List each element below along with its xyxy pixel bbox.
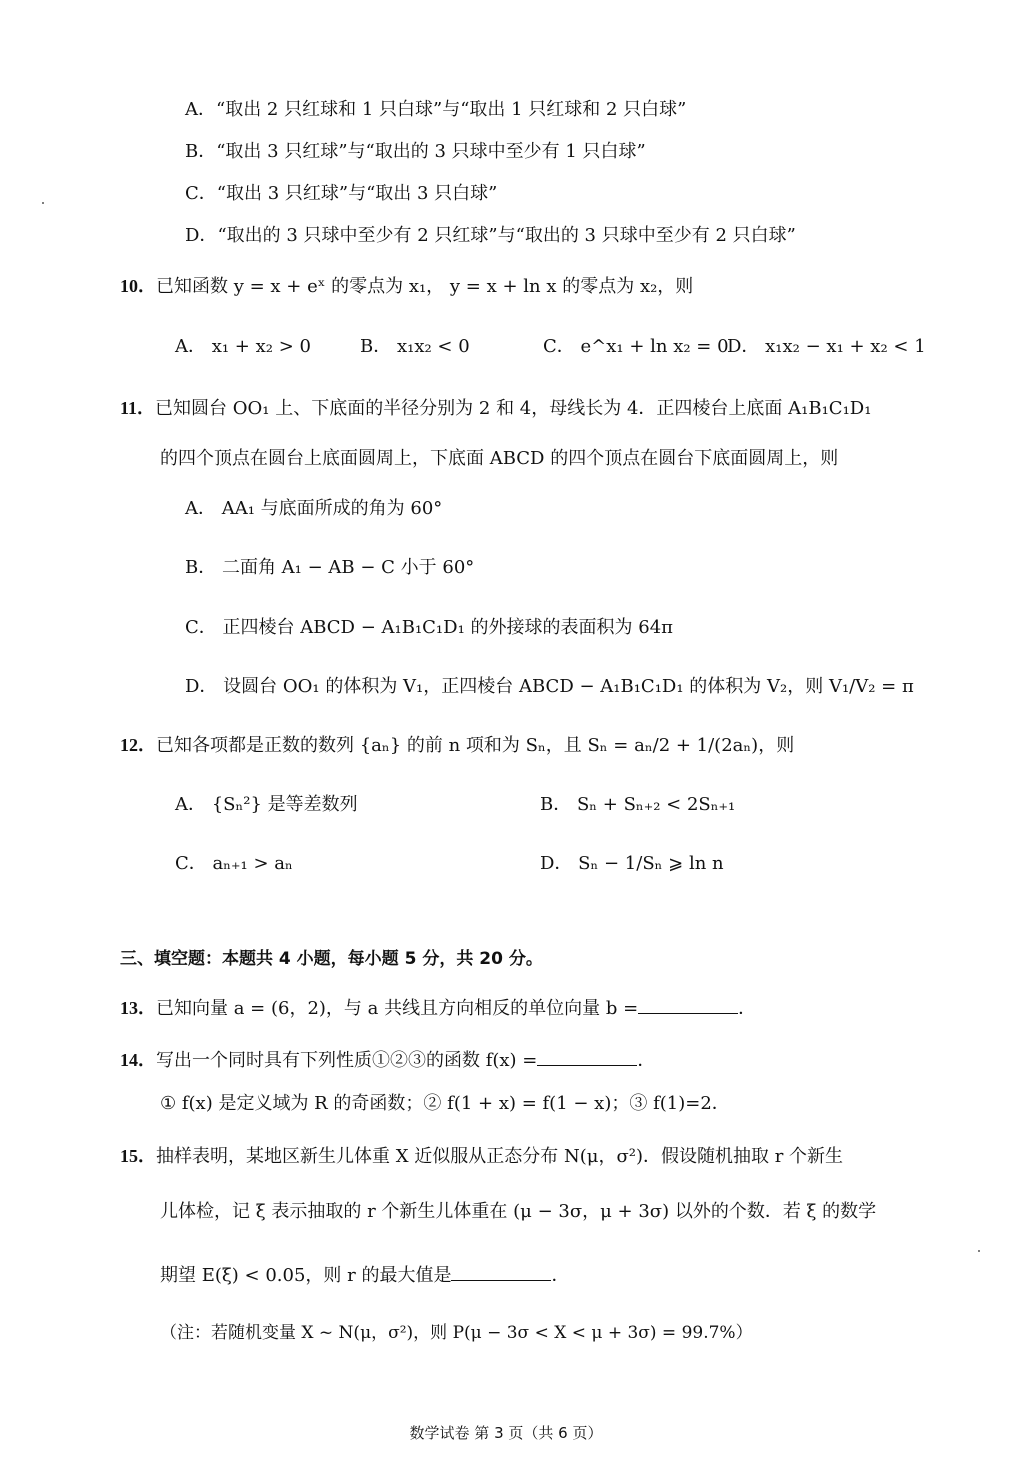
q11-stem-line2: 的四个顶点在圆台上底面圆周上，下底面 ABCD 的四个顶点在圆台下底面圆周上，则 [160,448,839,469]
option-label: B． [185,141,217,162]
q12-option-b: B． Sₙ + Sₙ₊₂ < 2Sₙ₊₁ [540,794,736,815]
option-text: “取出 3 只红球”与“取出的 3 只球中至少有 1 只白球” [216,141,646,162]
q15-note: （注：若随机变量 X ~ N(μ，σ²)，则 P(μ − 3σ < X < μ + 3σ) = 99.7%） [160,1323,753,1343]
answer-blank[interactable] [638,995,738,1014]
question-text: 已知向量 a = (6，2)，与 a 共线且方向相反的单位向量 b = [156,998,639,1019]
question-number: 13． [120,998,156,1018]
q11-option-a: A． AA₁ 与底面所成的角为 60° [185,498,443,519]
q9-option-d [185,224,796,248]
q12-stem [120,733,794,758]
scan-speck [978,1250,980,1252]
q9-option-b [185,140,646,164]
question-number: 15． [120,1146,156,1166]
q14 [120,1047,655,1073]
q15-line1 [120,1144,843,1169]
question-number: 14． [120,1050,156,1070]
option-label: C． [185,183,217,204]
option-label: A． [185,99,216,120]
question-text: 已知各项都是正数的数列 {aₙ} 的前 n 项和为 Sₙ，且 Sₙ = aₙ/2 + 1/(2aₙ)，则 [156,735,795,756]
q9-option-a [185,98,686,122]
q12-option-d: D． Sₙ − 1/Sₙ ⩾ ln n [540,853,724,874]
q11-option-c: C． 正四棱台 ABCD − A₁B₁C₁D₁ 的外接球的表面积为 64π [185,617,673,638]
q11-stem-line1 [120,396,871,421]
q15-line3 [160,1262,569,1288]
option-text: “取出 2 只红球和 1 只白球”与“取出 1 只红球和 2 只白球” [216,99,687,120]
q10-option-a: A． x₁ + x₂ > 0 [175,336,311,357]
page-footer: 数学试卷 第 3 页（共 6 页） [409,1424,603,1442]
q10-stem [120,274,693,299]
q10-option-c: C． e^x₁ + ln x₂ = 0 [543,336,729,357]
question-text: 期望 E(ξ) < 0.05，则 r 的最大值是 [160,1265,452,1286]
q11-option-b: B． 二面角 A₁ − AB − C 小于 60° [185,557,475,578]
q10-option-b: B． x₁x₂ < 0 [360,336,470,357]
option-label: D． [185,225,218,246]
q15-line2: 儿体检，记 ξ 表示抽取的 r 个新生儿体重在 (μ − 3σ，μ + 3σ) 以外的个数．若 ξ 的数学 [160,1201,877,1222]
q12-option-c: C． aₙ₊₁ > aₙ [175,853,293,874]
option-text: “取出的 3 只球中至少有 2 只红球”与“取出的 3 只球中至少有 2 只白球” [217,225,796,246]
q10-option-d: D． x₁x₂ − x₁ + x₂ < 1 [727,336,926,357]
q9-option-c [185,182,497,206]
section-heading: 三、填空题：本题共 4 小题，每小题 5 分，共 20 分。 [120,949,543,969]
question-number: 12． [120,735,156,755]
question-number: 11． [120,398,156,418]
question-text: 写出一个同时具有下列性质①②③的函数 f(x) = [156,1050,538,1071]
option-text: “取出 3 只红球”与“取出 3 只白球” [216,183,498,204]
question-number: 10． [120,276,156,296]
q13 [120,995,756,1021]
q14-properties: ① f(x) 是定义域为 R 的奇函数；② f(1 + x) = f(1 − x)；③ f(1)=2． [160,1093,730,1114]
answer-blank[interactable] [537,1047,637,1066]
q12-option-a: A． {Sₙ²} 是等差数列 [175,794,358,815]
punctuation: ． [551,1265,570,1286]
question-text: 已知圆台 OO₁ 上、下底面的半径分别为 2 和 4，母线长为 4．正四棱台上底面 A₁B₁C₁D₁ [155,398,872,419]
q11-option-d: D． 设圆台 OO₁ 的体积为 V₁，正四棱台 ABCD − A₁B₁C₁D₁ 的体积为 V₂，则 V₁/V₂ = π [185,676,914,697]
punctuation: ． [637,1050,656,1071]
punctuation: ． [738,998,757,1019]
question-text: 已知函数 y = x + eˣ 的零点为 x₁， y = x + ln x 的零点为 x₂，则 [156,276,694,297]
scan-speck [42,202,44,204]
answer-blank[interactable] [451,1262,551,1281]
question-text: 抽样表明，某地区新生儿体重 X 近似服从正态分布 N(μ，σ²)．假设随机抽取 r 个新生 [156,1146,844,1167]
